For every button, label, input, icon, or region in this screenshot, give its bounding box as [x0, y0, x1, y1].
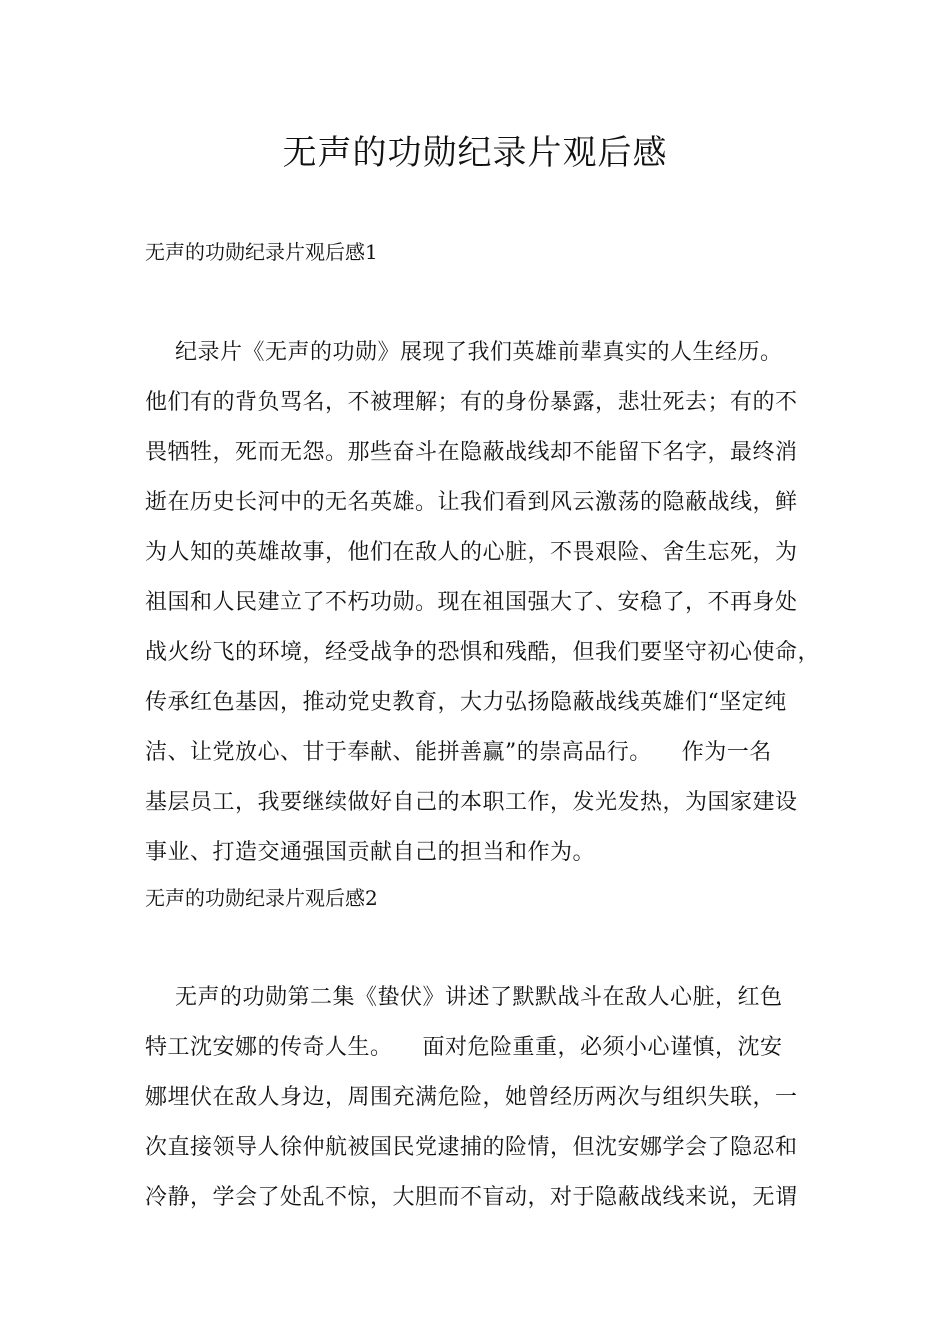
paragraph-line: 次直接领导人徐仲航被国民党逮捕的险情，但沈安娜学会了隐忍和 [145, 1135, 798, 1160]
paragraph-line: 传承红色基因，推动党史教育，大力弘扬隐蔽战线英雄们“坚定纯 [145, 690, 787, 715]
paragraph-line: 事业、打造交通强国贡献自己的担当和作为。 [145, 840, 596, 865]
document-title: 无声的功勋纪录片观后感 [282, 133, 668, 173]
paragraph-line: 洁、让党放心、甘于奉献、能拼善赢”的崇高品行。 作为一名 [145, 740, 772, 765]
paragraph-line: 纪录片《无声的功勋》展现了我们英雄前辈真实的人生经历。 [145, 340, 783, 365]
section-1-paragraph [145, 328, 820, 878]
paragraph-line: 特工沈安娜的传奇人生。 面对危险重重，必须小心谨慎，沈安 [145, 1035, 783, 1060]
paragraph-line: 他们有的背负骂名，不被理解；有的身份暴露，悲壮死去；有的不 [145, 390, 798, 415]
paragraph-line: 基层员工，我要继续做好自己的本职工作，发光发热，为国家建设 [145, 790, 798, 815]
paragraph-line: 逝在历史长河中的无名英雄。让我们看到风云激荡的隐蔽战线，鲜 [145, 490, 798, 515]
paragraph-line: 冷静，学会了处乱不惊，大胆而不盲动，对于隐蔽战线来说，无谓 [145, 1185, 798, 1210]
section-heading-1: 无声的功勋纪录片观后感1 [145, 240, 378, 264]
paragraph-line: 畏牺牲，死而无怨。那些奋斗在隐蔽战线却不能留下名字，最终消 [145, 440, 798, 465]
paragraph-line: 祖国和人民建立了不朽功勋。现在祖国强大了、安稳了，不再身处 [145, 590, 798, 615]
paragraph-line: 战火纷飞的环境，经受战争的恐惧和残酷，但我们要坚守初心使命， [145, 640, 821, 665]
paragraph-line: 娜埋伏在敌人身边，周围充满危险，她曾经历两次与组织失联，一 [145, 1085, 798, 1110]
section-heading-2: 无声的功勋纪录片观后感2 [145, 886, 378, 910]
paragraph-line: 为人知的英雄故事，他们在敌人的心脏，不畏艰险、舍生忘死，为 [145, 540, 798, 565]
section-2-paragraph [145, 973, 798, 1223]
paragraph-line: 无声的功勋第二集《蛰伏》讲述了默默战斗在敌人心脏，红色 [145, 985, 783, 1010]
